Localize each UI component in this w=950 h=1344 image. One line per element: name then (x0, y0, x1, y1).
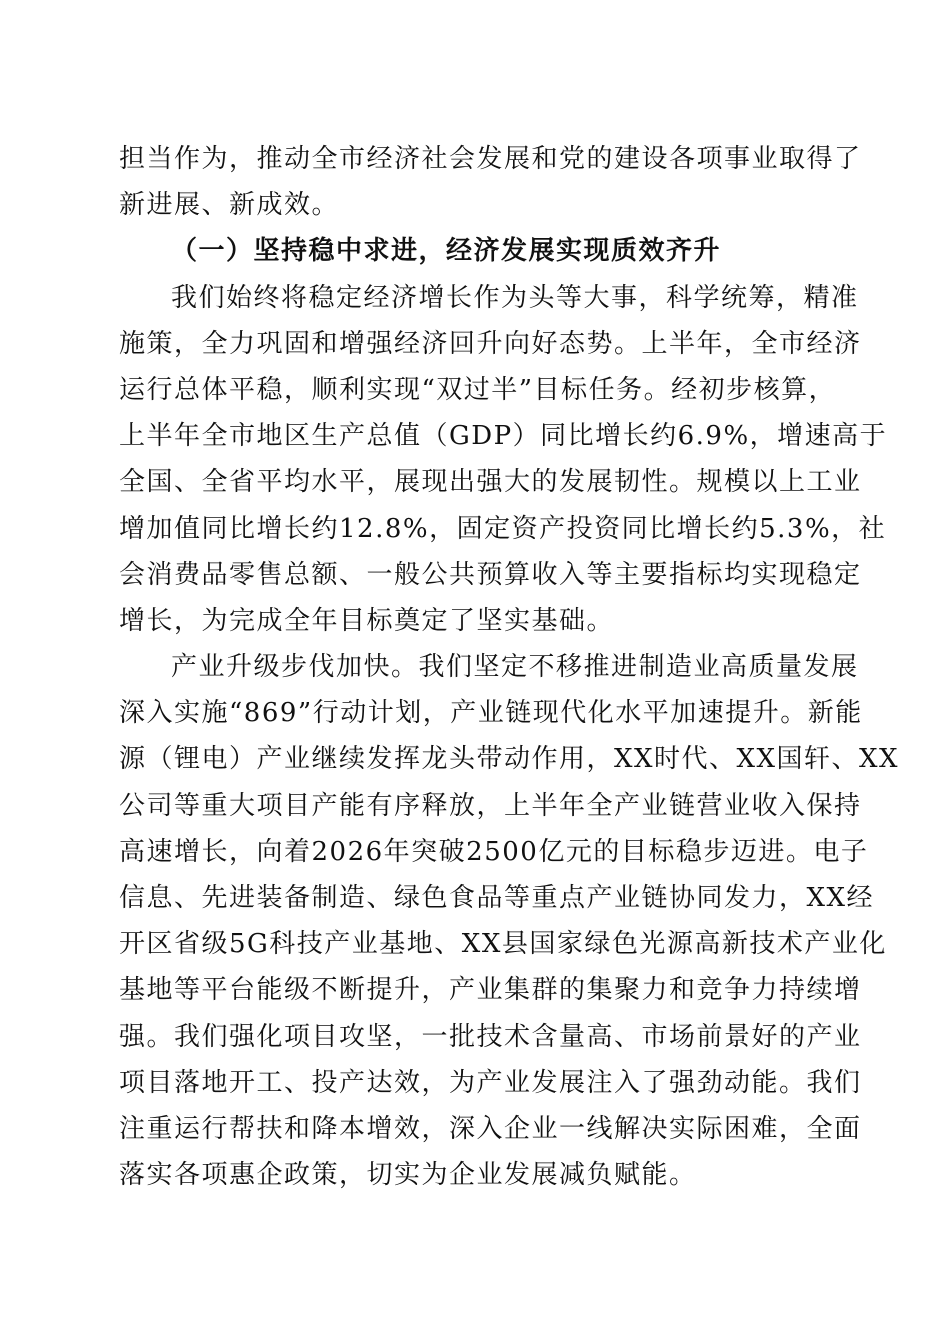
intro-paragraph (119, 136, 862, 228)
text-line: 强。我们强化项目攻坚，一批技术含量高、市场前景好的产业 (119, 1021, 862, 1052)
text-line: 公司等重大项目产能有序释放，上半年全产业链营业收入保持 (119, 790, 862, 821)
section-heading: （一）坚持稳中求进，经济发展实现质效齐升 (171, 236, 722, 267)
paragraph-economy (119, 275, 888, 645)
text-line: 上半年全市地区生产总值（GDP）同比增长约6.9%，增速高于 (119, 421, 888, 452)
text-line: 高速增长，向着2026年突破2500亿元的目标稳步迈进。电子 (119, 836, 869, 867)
document-body (119, 136, 900, 1198)
text-line: 产业升级步伐加快。我们坚定不移推进制造业高质量发展 (171, 652, 859, 683)
text-line: 项目落地开工、投产达效，为产业发展注入了强劲动能。我们 (119, 1067, 862, 1098)
text-line: 运行总体平稳，顺利实现“双过半”目标任务。经初步核算， (119, 374, 837, 405)
text-line: 全国、全省平均水平，展现出强大的发展韧性。规模以上工业 (119, 467, 862, 498)
text-line: 担当作为，推动全市经济社会发展和党的建设各项事业取得了 (119, 144, 862, 174)
text-line: 增长，为完成全年目标奠定了坚实基础。 (119, 605, 615, 636)
text-line: 开区省级5G科技产业基地、XX县国家绿色光源高新技术产业化 (119, 929, 887, 960)
text-line: 注重运行帮扶和降本增效，深入企业一线解决实际困难，全面 (119, 1113, 862, 1144)
text-line: 新进展、新成效。 (119, 190, 340, 221)
text-line: 深入实施“869”行动计划，产业链现代化水平加速提升。新能 (119, 698, 863, 729)
text-line: 源（锂电）产业继续发挥龙头带动作用，XX时代、XX国轩、XX (119, 744, 900, 775)
text-line: 施策，全力巩固和增强经济回升向好态势。上半年，全市经济 (119, 328, 862, 359)
text-line: 会消费品零售总额、一般公共预算收入等主要指标均实现稳定 (119, 559, 862, 590)
text-line: 我们始终将稳定经济增长作为头等大事，科学统筹，精准 (171, 282, 859, 313)
text-line: 增加值同比增长约12.8%，固定资产投资同比增长约5.3%，社 (119, 513, 887, 544)
paragraph-industry (119, 644, 900, 1198)
text-line: 基地等平台能级不断提升，产业集群的集聚力和竞争力持续增 (119, 975, 862, 1006)
text-line: 落实各项惠企政策，切实为企业发展减负赋能。 (119, 1160, 697, 1191)
text-line: 信息、先进装备制造、绿色食品等重点产业链协同发力，XX经 (119, 883, 875, 913)
